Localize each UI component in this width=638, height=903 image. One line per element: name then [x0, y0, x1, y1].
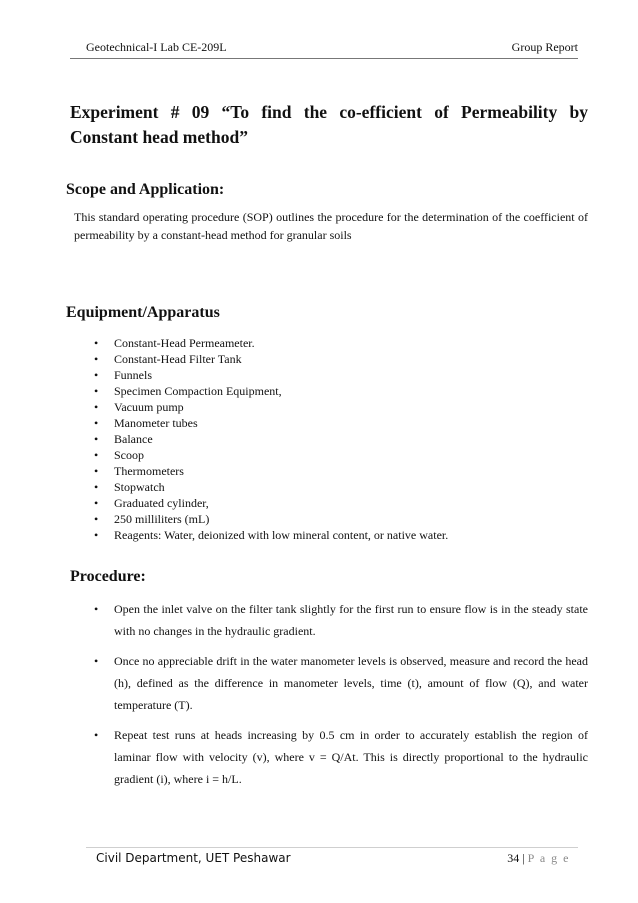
- bullet-icon: •: [94, 336, 99, 350]
- procedure-step: [94, 598, 588, 642]
- procedure-heading: Procedure:: [70, 568, 146, 585]
- page-separator: |: [522, 851, 525, 865]
- list-item: • Stopwatch: [94, 480, 165, 494]
- list-item: • Scoop: [94, 448, 144, 462]
- bullet-icon: •: [94, 416, 99, 430]
- header-divider: [70, 58, 578, 59]
- list-item: • Vacuum pump: [94, 400, 184, 414]
- list-item: • Reagents: Water, deionized with low mineral content, or native water.: [94, 528, 449, 542]
- list-item: • Funnels: [94, 368, 153, 382]
- bullet-icon: •: [94, 512, 99, 526]
- page-number: 34: [507, 851, 520, 865]
- procedure-step-text: Repeat test runs at heads increasing by 0.5 cm in order to accurately establish the region of laminar flow with velocity (v), where v = Q/At. This is directly proportional to the hydraulic gradient (i), where i = h/L.: [114, 728, 588, 786]
- bullet-icon: •: [94, 496, 99, 510]
- list-item: • 250 milliliters (mL): [94, 512, 210, 526]
- procedure-step-text: Open the inlet valve on the filter tank slightly for the first run to ensure flow is in the steady state with no changes in the hydraulic gradient.: [114, 602, 588, 638]
- bullet-icon: •: [94, 384, 99, 398]
- scope-paragraph: This standard operating procedure (SOP) outlines the procedure for the determination of the coefficient of permeability by a constant-head method for granular soils: [74, 210, 588, 242]
- equipment-heading: Equipment/Apparatus: [66, 304, 220, 321]
- bullet-icon: •: [94, 352, 99, 366]
- header-report-type: Group Report: [511, 40, 578, 54]
- bullet-icon: •: [94, 448, 99, 462]
- footer-page-info: [507, 851, 570, 866]
- footer-department: Civil Department, UET Peshawar: [96, 851, 291, 865]
- bullet-icon: •: [94, 480, 99, 494]
- bullet-icon: •: [94, 368, 99, 382]
- list-item: • Graduated cylinder,: [94, 496, 209, 510]
- bullet-icon: •: [94, 400, 99, 414]
- bullet-icon: •: [94, 528, 99, 542]
- bullet-icon: •: [94, 654, 99, 668]
- bullet-icon: •: [94, 464, 99, 478]
- list-item: • Thermometers: [94, 464, 184, 478]
- procedure-step-text: Once no appreciable drift in the water manometer levels is observed, measure and record the head (h), defined as the difference in manometer levels, time (t), amount of flow (Q), and water temperature (T).: [114, 654, 588, 712]
- scope-heading: Scope and Application:: [66, 181, 225, 198]
- list-item: • Constant-Head Filter Tank: [94, 352, 242, 366]
- page-header: [86, 40, 578, 54]
- list-item: • Constant-Head Permeameter.: [94, 336, 255, 350]
- procedure-step: [94, 724, 588, 790]
- bullet-icon: •: [94, 602, 99, 616]
- list-item: • Manometer tubes: [94, 416, 198, 430]
- list-item: • Specimen Compaction Equipment,: [94, 384, 282, 398]
- list-item: • Balance: [94, 432, 153, 446]
- equipment-list: [94, 335, 448, 543]
- experiment-title: Experiment # 09 “To find the co-efficient of Permeability by Constant head method”: [70, 102, 588, 147]
- procedure-step: [94, 650, 588, 716]
- page-label: P a g e: [527, 851, 570, 865]
- bullet-icon: •: [94, 432, 99, 446]
- header-course: Geotechnical-I Lab CE-209L: [86, 40, 227, 54]
- bullet-icon: •: [94, 728, 99, 742]
- footer-divider: [86, 847, 578, 848]
